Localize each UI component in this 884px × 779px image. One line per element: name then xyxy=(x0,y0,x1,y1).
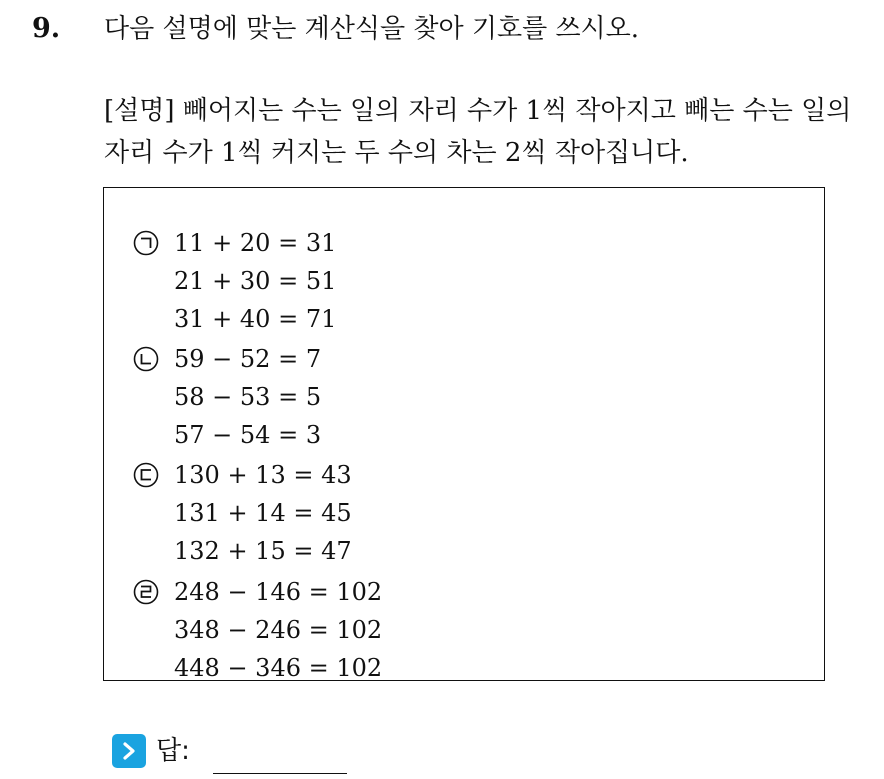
options-box xyxy=(103,187,825,681)
chevron-right-icon xyxy=(112,734,146,768)
equation: 57 − 54 = 3 xyxy=(174,421,322,449)
explanation-line-2: 자리 수가 1씩 커지는 두 수의 차는 2씩 작아집니다. xyxy=(104,138,689,168)
equation: 248 − 146 = 102 xyxy=(174,578,383,606)
answer-blank-line[interactable] xyxy=(213,773,347,774)
equation: 31 + 40 = 71 xyxy=(174,305,337,333)
answer-area xyxy=(112,734,190,768)
equation: 130 + 13 = 43 xyxy=(174,461,352,489)
explanation-line-1: [설명] 빼어지는 수는 일의 자리 수가 1씩 작아지고 빼는 수는 일의 xyxy=(104,96,852,126)
circled-giyeok-marker-icon xyxy=(132,229,160,257)
equation: 59 − 52 = 7 xyxy=(174,345,322,373)
answer-label: 답: xyxy=(156,736,190,766)
equation: 11 + 20 = 31 xyxy=(174,229,337,257)
equation: 131 + 14 = 45 xyxy=(174,499,352,527)
question-text: 다음 설명에 맞는 계산식을 찾아 기호를 쓰시오. xyxy=(104,14,640,44)
equation: 448 − 346 = 102 xyxy=(174,654,383,682)
explanation xyxy=(104,90,874,174)
equation: 132 + 15 = 47 xyxy=(174,537,352,565)
question-number: 9. xyxy=(32,13,61,44)
circled-rieul-marker-icon xyxy=(132,578,160,606)
equation: 348 − 246 = 102 xyxy=(174,616,383,644)
circled-digeut-marker-icon xyxy=(132,461,160,489)
equation: 58 − 53 = 5 xyxy=(174,383,322,411)
equation: 21 + 30 = 51 xyxy=(174,267,337,295)
circled-nieun-marker-icon xyxy=(132,345,160,373)
